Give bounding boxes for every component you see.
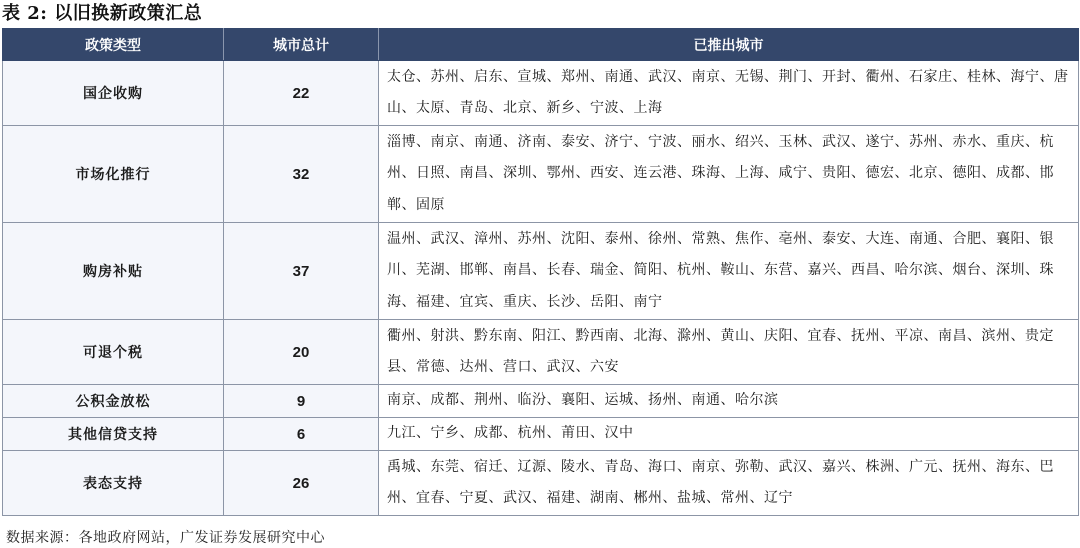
city-count-cell: 22 xyxy=(224,61,379,126)
city-count-cell: 32 xyxy=(224,126,379,223)
cities-cell: 衢州、射洪、黔东南、阳江、黔西南、北海、滁州、黄山、庆阳、宜春、抚州、平凉、南昌、滨州、贵定县、常德、达州、营口、武汉、六安 xyxy=(379,320,1079,385)
policy-type-cell: 市场化推行 xyxy=(3,126,224,223)
header-city-count: 城市总计 xyxy=(224,29,379,61)
table-row xyxy=(3,61,1079,126)
policy-type-cell: 国企收购 xyxy=(3,61,224,126)
cities-cell: 禹城、东莞、宿迁、辽源、陵水、青岛、海口、南京、弥勒、武汉、嘉兴、株洲、广元、抚州、海东、巴州、宜春、宁夏、武汉、福建、湖南、郴州、盐城、常州、辽宁 xyxy=(379,451,1079,516)
table-title: 表 2: 以旧换新政策汇总 xyxy=(2,3,203,24)
policy-type-cell: 其他信贷支持 xyxy=(3,418,224,451)
cities-cell: 温州、武汉、漳州、苏州、沈阳、泰州、徐州、常熟、焦作、亳州、泰安、大连、南通、合肥、襄阳、银川、芜湖、邯郸、南昌、长春、瑞金、简阳、杭州、鞍山、东营、嘉兴、西昌、哈尔滨、烟台、深圳、珠海、福建、宜宾、重庆、长沙、岳阳、南宁 xyxy=(379,223,1079,320)
city-count-cell: 6 xyxy=(224,418,379,451)
source-footnote: 数据来源：各地政府网站，广发证券发展研究中心 xyxy=(6,530,325,546)
table-row xyxy=(3,126,1079,223)
table-row xyxy=(3,451,1079,516)
policy-type-cell: 购房补贴 xyxy=(3,223,224,320)
city-count-cell: 37 xyxy=(224,223,379,320)
policy-type-cell: 表态支持 xyxy=(3,451,224,516)
policy-summary-table xyxy=(2,28,1079,516)
cities-cell: 九江、宁乡、成都、杭州、莆田、汉中 xyxy=(379,418,1079,451)
table-header-row xyxy=(3,29,1079,61)
city-count-cell: 20 xyxy=(224,320,379,385)
cities-cell: 太仓、苏州、启东、宣城、郑州、南通、武汉、南京、无锡、荆门、开封、衢州、石家庄、桂林、海宁、唐山、太原、青岛、北京、新乡、宁波、上海 xyxy=(379,61,1079,126)
table-row xyxy=(3,418,1079,451)
header-cities: 已推出城市 xyxy=(379,29,1079,61)
table-row xyxy=(3,223,1079,320)
city-count-cell: 26 xyxy=(224,451,379,516)
policy-type-cell: 可退个税 xyxy=(3,320,224,385)
policy-type-cell: 公积金放松 xyxy=(3,385,224,418)
cities-cell: 淄博、南京、南通、济南、泰安、济宁、宁波、丽水、绍兴、玉林、武汉、遂宁、苏州、赤水、重庆、杭州、日照、南昌、深圳、鄂州、西安、连云港、珠海、上海、咸宁、贵阳、德宏、北京、德阳、成都、邯郸、固原 xyxy=(379,126,1079,223)
table-row xyxy=(3,385,1079,418)
table-row xyxy=(3,320,1079,385)
city-count-cell: 9 xyxy=(224,385,379,418)
cities-cell: 南京、成都、荆州、临汾、襄阳、运城、扬州、南通、哈尔滨 xyxy=(379,385,1079,418)
header-policy-type: 政策类型 xyxy=(3,29,224,61)
